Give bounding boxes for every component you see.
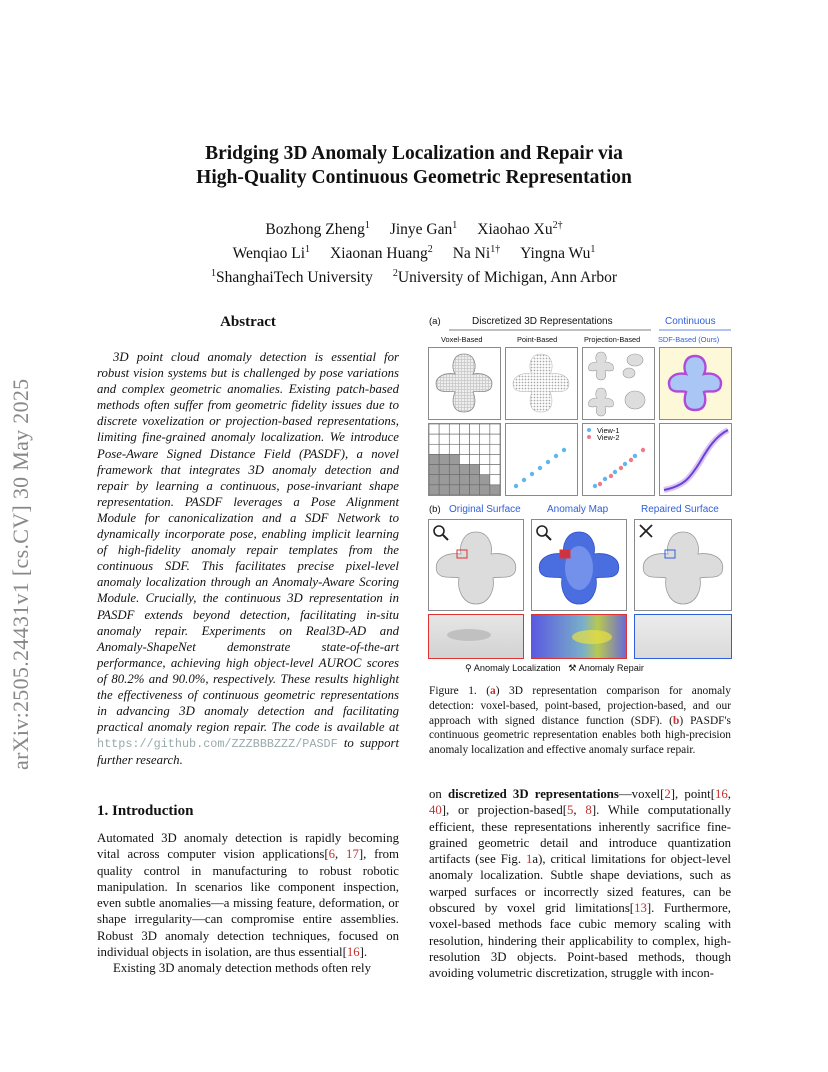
col-header-sdf: SDF-Based (Ours) [658,335,720,344]
voxel-shape-icon [429,348,500,419]
abstract-text: 3D point cloud anomaly detection is essential for robust vision systems but is challenged by pose variations and complex geometric anomalies. Existing patch-based methods often suffer from geometric fidelity issues due to discrete voxelization or projection-based representations, limiting fine-grained anomaly localization. We introduce Pose-Aware Signed Distance Field (PASDF), a novel framework that integrates 3D anomaly detection and repair by learning a continuous, pose-invariant shape representation. PASDF leverages a Pose Alignment Module for canonicalization and a SDF Network to dynamically incorporate pose, enabling implicit learning of high-fidelity anomaly repair templates from the continuous SDF. This facilitates precise pixel-level anomaly localization through an Anomaly-Aware Scoring Module. Crucially, the continuous 3D representation in PASDF extends beyond detection, facilitating in-situ anomaly repair. Experiments on Real3D-AD and Anomaly-ShapeNet demonstrate state-of-the-art performance, achieving high object-level AUROC scores of 80.2% and 90.0%, respectively. These results highlight the effectiveness of continuous geometric representations in advancing 3D anomaly detection and facilitating practical anomaly region repair. The code is available at [97,350,399,735]
col-header-projection: Projection-Based [584,335,641,344]
section-heading-introduction: 1. Introduction [97,803,194,819]
text-run: Automated 3D anomaly detection is rapidly becoming vital across computer vision applications[ [97,831,399,862]
authors-line-1 [0,216,828,240]
projection-views-icon [583,348,654,419]
intro-paragraph-1 [97,830,399,960]
caption-mid: ) 3D representation comparison for anomaly detection: voxel-based, point-based, projection-based, and our approach with signed distance function (SDF). ( [429,685,731,727]
voxel-cell [429,454,439,464]
voxel-cell [429,485,439,495]
voxel-cell [470,475,480,485]
voxel-cell [480,434,490,444]
voxel-cell [490,465,500,475]
header-underline [427,329,733,332]
text-run: , [727,787,731,801]
voxel-cell [449,475,459,485]
text-run: , [573,803,586,818]
b-header-repaired: Repaired Surface [641,504,719,515]
voxel-cell [459,434,469,444]
continuous-title: Continuous [665,316,716,327]
voxel-cell [490,424,500,434]
voxel-cell [449,434,459,444]
voxel-cell [490,485,500,495]
author-name: Xiaohao $Xu^{2\dagger}$ [477,220,563,239]
voxel-cell [459,444,469,454]
citation-link[interactable]: 13 [634,901,647,916]
voxel-cell [480,444,490,454]
voxel-grid-icon [429,424,500,495]
abstract-heading: Abstract [220,314,276,330]
text-run: ], from quality control in manufacturing to robust robotic manipulation. In scenarios like component inspection, even subtle anomalies—a missing feature, deformation, or shape irregularity—can compromise entire assemblies. Robust 3D anomaly detection techniques, focused on individual objects in isolation, are thus essential[ [97,847,399,960]
author-name: Bozhong Zheng$^1$ [265,220,370,239]
heat-detail-icon [532,615,626,658]
introduction-body [97,830,399,977]
citation-link[interactable]: 16 [715,787,728,801]
original-zoom-panel [428,614,524,659]
b-header-anomaly-map: Anomaly Map [547,504,609,515]
dent-detail-icon [429,615,523,658]
voxel-cell [490,475,500,485]
affiliation-mark: 1 [210,268,216,280]
voxel-cell [470,485,480,495]
citation-link[interactable]: 2 [664,787,671,801]
point-samples-icon [506,424,577,495]
point-shape-panel [505,347,578,420]
caption-tail: ) PASDF's continuous geometric representation enables both high-precision anomaly localization and effective anomaly surface repair. [429,714,731,757]
legend-repair: Anomaly Repair [578,663,644,673]
text-run: , [335,847,347,862]
text-run: discretized 3D representations [447,787,619,801]
magnifier-icon: ⚲ [465,663,472,673]
arxiv-identifier[interactable]: arXiv:2505.24431v1 [cs.CV] 30 May 2025 [8,378,33,770]
voxel-cell [480,465,490,475]
legend-localization: Anomaly Localization [473,663,561,673]
author-affiliation-mark: 2† [552,220,563,231]
voxel-cell [429,444,439,454]
voxel-cell [470,434,480,444]
author-name: Na $Ni^{1\dagger}$ [452,244,501,263]
voxel-cell [439,475,449,485]
text-run: ], or projection-based[ [441,803,568,818]
original-object-icon [429,520,523,610]
citation-link[interactable]: 5 [567,803,574,818]
voxel-cell [429,475,439,485]
citation-link[interactable]: 40 [429,803,442,818]
author-affiliation-mark: 1† [490,244,501,256]
legend-view-2: View-2 [597,433,620,442]
voxel-cell [439,485,449,495]
sdf-curve-panel [659,423,732,496]
voxel-cell [490,434,500,444]
voxel-cell [439,444,449,454]
author-affiliation-mark: 1 [452,220,458,231]
citation-link[interactable]: 8 [585,803,592,818]
author-name: Jinye Gan$^1$ [389,220,458,239]
citation-link[interactable]: 16 [346,945,360,960]
text-run: a), critical limitations for object-level anomaly localization. Subtle shape deviations, such as warped surfaces or incorrectly sized features, can be obscured by voxel grid limitations[ [429,852,731,916]
voxel-cell [439,454,449,464]
abstract-tail: to support further research. [97,736,400,768]
voxel-cell [480,424,490,434]
col-header-voxel: Voxel-Based [441,335,483,344]
voxel-cell [459,465,469,475]
original-surface-panel [428,519,524,611]
text-run: ]. [359,945,368,960]
voxel-cell [470,454,480,464]
author-block [0,216,828,288]
author-affiliation-mark: 1 [364,220,370,231]
voxel-cell [480,485,490,495]
citation-link[interactable]: 17 [346,847,359,862]
voxel-cell [439,434,449,444]
paper-title [0,142,828,190]
authors-line-2 [0,240,828,264]
voxel-cell [470,444,480,454]
caption-b[interactable]: b [672,714,680,727]
text-run: on [429,787,448,801]
legend-view-1: View-1 [597,426,620,435]
voxel-cell [470,424,480,434]
sdf-shape-panel [659,347,732,420]
sdf-curve-icon [660,424,731,495]
abstract-body [97,349,399,768]
panel-a-title: Discretized 3D Representations [472,316,613,327]
anomaly-heatmap-icon [532,520,626,610]
voxel-cell [480,475,490,485]
affiliation-name: ShanghaiTech University [215,269,373,287]
voxel-shape-panel [428,347,501,420]
voxel-cell [449,454,459,464]
voxel-cell [429,434,439,444]
voxel-cell [439,465,449,475]
voxel-cell [449,465,459,475]
voxel-cell [459,475,469,485]
voxel-cell [429,424,439,434]
voxel-cell [459,454,469,464]
voxel-cell [470,465,480,475]
sdf-shape-icon [660,348,731,419]
anomaly-zoom-panel [531,614,627,659]
author-name: Xiaonan Huang$^2$ [330,244,433,263]
voxel-cell [429,465,439,475]
point-cloud-icon [506,348,577,419]
figure-legend [465,663,644,674]
panel-b-label: (b) [429,504,441,515]
voxel-cell [439,424,449,434]
repair-tools-icon: ⚒ [568,663,577,673]
text-run: ]. Furthermore, voxel-based methods face cubic memory scaling with resolution, hindering their applicability to complex, high-resolution 3D objects. Point-based methods, though avoiding volumetric discretization, struggle with incon- [429,901,731,981]
col-header-point: Point-Based [517,335,558,344]
voxel-cell [449,444,459,454]
text-run: ]. While computationally efficient, these representations inherently sacrifice fine-grained geometric detail and introduce quantization artifacts (see Fig. [429,803,732,867]
text-run: ], point[ [670,787,715,801]
citation-link[interactable]: 6 [328,847,336,862]
projection-views-panel [582,423,655,496]
b-header-original: Original Surface [449,504,521,515]
voxel-cell [459,485,469,495]
author-affiliation-mark: 1 [590,244,596,256]
voxel-cell [490,444,500,454]
title-line-2: High-Quality Continuous Geometric Representation [196,167,632,188]
author-affiliation-mark: 1 [305,244,311,256]
caption-a[interactable]: a [490,685,496,697]
caption-lead: Figure 1. ( [429,685,491,697]
repaired-zoom-panel [634,614,732,659]
figure-1 [427,313,733,681]
voxel-cell [459,424,469,434]
voxel-cell [490,454,500,464]
panel-a-label: (a) [429,316,441,327]
intro-paragraph-2: Existing 3D anomaly detection methods often rely [113,961,372,976]
voxel-cell [480,454,490,464]
voxel-grid-panel [428,423,501,496]
title-line-1: Bridging 3D Anomaly Localization and Repair via [205,143,623,164]
author-name: Yingna Wu$^1$ [520,244,596,263]
affiliations [0,264,828,288]
affiliation-name: University of Michigan, Ann Arbor [397,269,618,287]
citation-link[interactable]: 1 [525,852,533,867]
author-name: Wenqiao Li$^1$ [232,244,311,263]
author-affiliation-mark: 2 [427,244,433,256]
affiliation-mark: 2 [392,268,398,280]
repaired-object-icon [635,520,731,610]
figure-1-caption [429,684,731,758]
voxel-cell [449,424,459,434]
voxel-cell [449,485,459,495]
projection-shape-panel [582,347,655,420]
anomaly-map-panel [531,519,627,611]
repaired-surface-panel [634,519,732,611]
code-link[interactable]: https://github.com/ZZZBBBZZZ/PASDF [97,737,338,752]
point-samples-panel [505,423,578,496]
right-column-text [429,786,731,982]
text-run: —voxel[ [618,787,665,801]
